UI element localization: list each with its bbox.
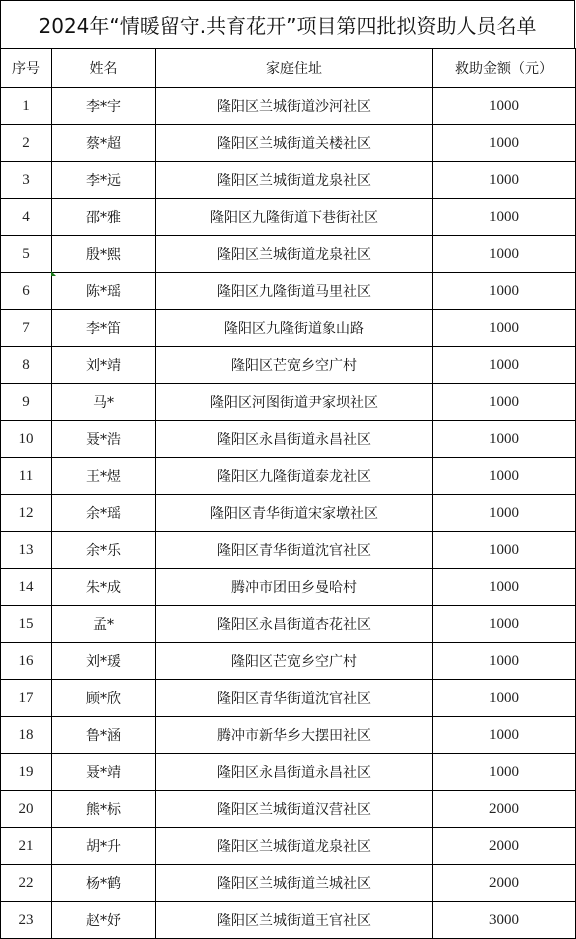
table-row <box>1 902 576 939</box>
row-address: 隆阳区九隆街道马里社区 <box>156 273 433 310</box>
recipient-table <box>0 48 576 939</box>
row-index: 21 <box>1 828 52 865</box>
row-address: 隆阳区九隆街道下巷街社区 <box>156 199 433 236</box>
table-row <box>1 828 576 865</box>
row-address: 隆阳区芒宽乡空广村 <box>156 347 433 384</box>
row-index: 13 <box>1 532 52 569</box>
row-name: 邵*雅 <box>52 199 156 236</box>
row-amount: 2000 <box>433 865 576 902</box>
row-name: 陈*瑶 <box>52 273 156 310</box>
table-row <box>1 754 576 791</box>
table-header-row <box>1 49 576 88</box>
row-amount: 1000 <box>433 532 576 569</box>
row-amount: 1000 <box>433 310 576 347</box>
row-index: 3 <box>1 162 52 199</box>
row-name: 马* <box>52 384 156 421</box>
row-address: 隆阳区青华街道宋家墩社区 <box>156 495 433 532</box>
row-name: 王*煜 <box>52 458 156 495</box>
row-address: 隆阳区兰城街道沙河社区 <box>156 88 433 125</box>
header-name: 姓名 <box>52 49 156 88</box>
table-row <box>1 495 576 532</box>
row-index: 22 <box>1 865 52 902</box>
table-row <box>1 680 576 717</box>
row-index: 2 <box>1 125 52 162</box>
table-row <box>1 347 576 384</box>
row-address: 隆阳区兰城街道龙泉社区 <box>156 162 433 199</box>
row-address: 隆阳区河图街道尹家坝社区 <box>156 384 433 421</box>
row-index: 23 <box>1 902 52 939</box>
row-address: 隆阳区兰城街道龙泉社区 <box>156 236 433 273</box>
row-name: 余*乐 <box>52 532 156 569</box>
table-row <box>1 125 576 162</box>
row-address: 隆阳区九隆街道象山路 <box>156 310 433 347</box>
row-index: 10 <box>1 421 52 458</box>
row-index: 12 <box>1 495 52 532</box>
row-name: 余*瑶 <box>52 495 156 532</box>
row-name: 胡*升 <box>52 828 156 865</box>
row-address: 隆阳区兰城街道王官社区 <box>156 902 433 939</box>
document-title: 2024年“情暖留守.共育花开”项目第四批拟资助人员名单 <box>0 0 575 49</box>
row-address: 腾冲市团田乡曼哈村 <box>156 569 433 606</box>
row-index: 5 <box>1 236 52 273</box>
row-name: 孟* <box>52 606 156 643</box>
table-row <box>1 421 576 458</box>
table-row <box>1 791 576 828</box>
table-row <box>1 606 576 643</box>
row-name: 聂*浩 <box>52 421 156 458</box>
table-row <box>1 643 576 680</box>
row-name: 鲁*涵 <box>52 717 156 754</box>
row-index: 8 <box>1 347 52 384</box>
table-row <box>1 273 576 310</box>
row-index: 19 <box>1 754 52 791</box>
row-amount: 1000 <box>433 458 576 495</box>
row-address: 隆阳区兰城街道汉营社区 <box>156 791 433 828</box>
row-name: 蔡*超 <box>52 125 156 162</box>
row-address: 隆阳区永昌街道永昌社区 <box>156 421 433 458</box>
table-row <box>1 865 576 902</box>
row-amount: 1000 <box>433 569 576 606</box>
table-row <box>1 532 576 569</box>
table-row <box>1 310 576 347</box>
row-index: 14 <box>1 569 52 606</box>
row-amount: 1000 <box>433 421 576 458</box>
row-index: 11 <box>1 458 52 495</box>
row-name: 李*远 <box>52 162 156 199</box>
row-amount: 1000 <box>433 88 576 125</box>
row-amount: 1000 <box>433 754 576 791</box>
header-amount: 救助金额（元） <box>433 49 576 88</box>
row-amount: 1000 <box>433 236 576 273</box>
row-index: 16 <box>1 643 52 680</box>
header-index: 序号 <box>1 49 52 88</box>
row-amount: 1000 <box>433 347 576 384</box>
row-index: 1 <box>1 88 52 125</box>
row-name: 熊*标 <box>52 791 156 828</box>
row-index: 15 <box>1 606 52 643</box>
table-row <box>1 236 576 273</box>
cell-comment-marker-icon <box>51 271 56 276</box>
row-amount: 1000 <box>433 199 576 236</box>
row-name: 赵*妤 <box>52 902 156 939</box>
row-index: 17 <box>1 680 52 717</box>
row-amount: 1000 <box>433 162 576 199</box>
row-address: 隆阳区芒宽乡空广村 <box>156 643 433 680</box>
row-address: 隆阳区兰城街道关楼社区 <box>156 125 433 162</box>
table-row <box>1 717 576 754</box>
row-amount: 2000 <box>433 791 576 828</box>
row-index: 20 <box>1 791 52 828</box>
table-row <box>1 458 576 495</box>
table-row <box>1 569 576 606</box>
header-address: 家庭住址 <box>156 49 433 88</box>
row-address: 隆阳区青华街道沈官社区 <box>156 532 433 569</box>
row-amount: 1000 <box>433 273 576 310</box>
row-address: 隆阳区九隆街道泰龙社区 <box>156 458 433 495</box>
row-index: 7 <box>1 310 52 347</box>
row-address: 隆阳区兰城街道龙泉社区 <box>156 828 433 865</box>
row-name: 李*笛 <box>52 310 156 347</box>
row-name: 聂*靖 <box>52 754 156 791</box>
row-address: 腾冲市新华乡大摆田社区 <box>156 717 433 754</box>
table-row <box>1 162 576 199</box>
row-amount: 1000 <box>433 495 576 532</box>
row-address: 隆阳区永昌街道永昌社区 <box>156 754 433 791</box>
table-row <box>1 88 576 125</box>
table-body <box>1 88 576 939</box>
row-name: 刘*靖 <box>52 347 156 384</box>
row-name: 刘*瑗 <box>52 643 156 680</box>
row-name: 李*宇 <box>52 88 156 125</box>
row-amount: 1000 <box>433 384 576 421</box>
row-amount: 1000 <box>433 717 576 754</box>
row-address: 隆阳区兰城街道兰城社区 <box>156 865 433 902</box>
row-name: 杨*鹤 <box>52 865 156 902</box>
row-name: 顾*欣 <box>52 680 156 717</box>
row-amount: 1000 <box>433 125 576 162</box>
table-row <box>1 384 576 421</box>
row-index: 18 <box>1 717 52 754</box>
row-address: 隆阳区青华街道沈官社区 <box>156 680 433 717</box>
row-amount: 1000 <box>433 680 576 717</box>
row-amount: 2000 <box>433 828 576 865</box>
row-address: 隆阳区永昌街道杏花社区 <box>156 606 433 643</box>
table-row <box>1 199 576 236</box>
row-name: 殷*熙 <box>52 236 156 273</box>
row-amount: 3000 <box>433 902 576 939</box>
row-name: 朱*成 <box>52 569 156 606</box>
row-index: 6 <box>1 273 52 310</box>
row-index: 4 <box>1 199 52 236</box>
row-amount: 1000 <box>433 643 576 680</box>
row-amount: 1000 <box>433 606 576 643</box>
row-index: 9 <box>1 384 52 421</box>
